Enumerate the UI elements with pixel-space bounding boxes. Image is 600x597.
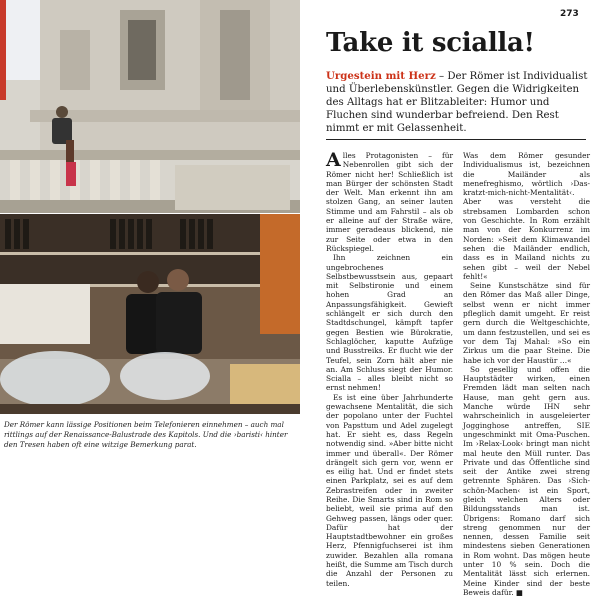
- body-column-2: [463, 151, 590, 597]
- body-paragraph: Es ist eine über Jahrhunderte gewachsene Mentalität, die sich der popolano unter der Fuchtel von Papsttum und Adel zugelegt hat. Er sieht es, dass Regeln notwendig sind. »Aber bitte nicht immer und überall«. Der Römer drängelt sich gern vor, wenn er es eilig hat. Und er findet stets einen Parkplatz, sei es auf dem Zebrastreifen oder in zweiter Reihe. Die Smarts sind in Rom so beliebt, weil sie prima auf den Gehweg passen, längs oder quer. Dafür hat der Hauptstadtbewohner ein großes Herz, Pfennigfuchserei ist ihm zuwider. Bezahlen alla romana heißt, die Summe am Tisch durch die Anzahl der Personen zu teilen.: [326, 392, 453, 588]
- photo-baristi-counter: [0, 214, 300, 414]
- page-number: 273: [560, 9, 579, 19]
- lead-paragraph: [326, 70, 588, 135]
- body-paragraph: Seine Kunstschätze sind für den Römer das Maß aller Dinge, selbst wenn er nicht immer pfleglich damit umgeht. Er reist gern durch die Weltgeschichte, um dann festzustellen, und sei es vor dem Taj Mahal: »So ein Zirkus um die paar Steine. Die habe ich vor der Haustür …«: [463, 281, 590, 365]
- body-column-1: [326, 151, 453, 588]
- lead-text: – Der Römer ist Individualist und Überlebenskünstler. Gegen die Widrigkeiten des Alltags hat er Blitzableiter: Humor und Fluchen sind wunderbar befreiend. Den Rest nimmt er mit Gelassenheit.: [326, 71, 588, 134]
- bar-counter-illustration: [0, 214, 300, 414]
- article-title: Take it scialla!: [326, 28, 535, 58]
- body-paragraph: So gesellig und offen die Hauptstädter wirken, einen Fremden lädt man selten nach Hause, man geht gern aus. Manche würde IHN sehr wahrscheinlich in ausgeleierter Jogginghose antreffen, SIE ungeschminkt mit Oma-Puschen. Im ›Relax-Look‹ bringt man nicht mal heute den Müll runter. Das Private und das Öffentliche sind seit der Antike zwei streng getrennte Sphären. Das ›Sich-schön-Machen‹ ist ein Sport, gleich welchen Alters oder Bildungsstands man ist. Übrigens: Romano darf sich streng genommen nur der nennen, dessen Familie seit mindestens sieben Generationen in Rom wohnt. Das mögen heute unter 10 % sein. Doch die Mentalität lässt sich erlernen. Meine Kinder sind der beste Beweis dafür. ■: [463, 364, 590, 597]
- photo-caption: Der Römer kann lässige Positionen beim Telefonieren einnehmen – auch mal rittlings auf der Renaissance-Balustrade des Kapitols. Und die ›baristi‹ hinter den Tresen haben oft eine witzige Bemerkung parat.: [4, 420, 288, 449]
- lead-heading: Urgestein mit Herz: [326, 70, 436, 82]
- body-paragraph: Ihn zeichnen ein ungebrochenes Selbstbewusstsein aus, gepaart mit Selbstironie und einem hohen Grad an Anpassungsfähigkeit. Gewieft schlängelt er sich durch den Stadtdschungel, kämpft tapfer gegen Bestien wie Bürokratie, Schlaglöcher, kaputte Aufzüge und Busstreiks. Er flucht wie der Teufel, sein Zorn hält aber nie an. Am Schluss siegt der Humor. Scialla – alles bleibt nicht so ernst nehmen!: [326, 253, 453, 393]
- drop-cap: A: [326, 149, 341, 171]
- capitol-building-illustration: [0, 0, 300, 213]
- body-paragraph: Was dem Römer gesunder Individualismus ist, bezeichnen die Mailänder als menefreghismo, wörtlich ›Das-kratzt-mich-nicht-Mentalität‹. Aber was versteht die strebsamen Lombarden schon von Geschichte. In Rom erzählt man von der Konkurrenz im Norden: »Seit dem Klimawandel sehen die Mailänder endlich, dass es in Mailand nichts zu sehen gibt – weil der Nebel fehlt!«: [463, 151, 590, 281]
- body-paragraph: Alles Protagonisten – für Nebenrollen gibt sich der Römer nicht her! Schließlich ist man Bürger der schönsten Stadt der Welt. Man erkennt ihn am stolzen Gang, an seiner lauten Stimme und am Fahrstil – als ob er alleine auf der Straße wäre, immer geradeaus blickend, nie zur Seite oder etwa in den Rückspiegel.: [326, 149, 453, 253]
- divider-rule: [326, 139, 586, 140]
- photo-capitol-balustrade: [0, 0, 300, 213]
- photo-column: [0, 0, 300, 470]
